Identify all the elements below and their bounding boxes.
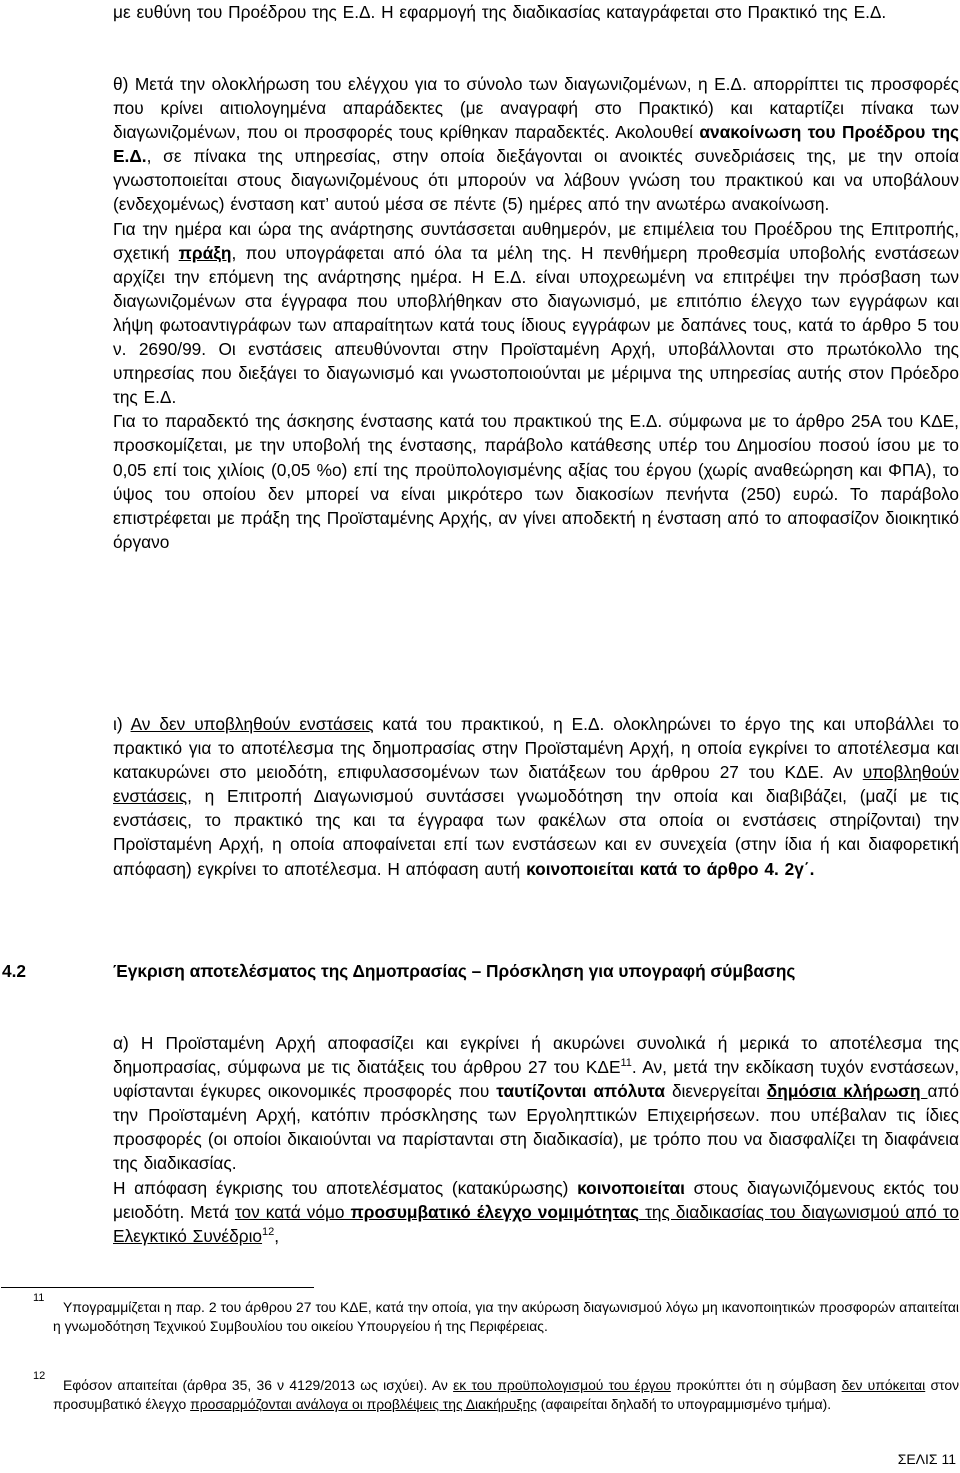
paragraph-text: α) Η Προϊσταμένη Αρχή αποφασίζει και εγκρίνει ή ακυρώνει συνολικά ή μερικά το αποτέλεσμα της δημοπρασίας, σύμφωνα με τις διατάξεις του άρθρου 27 του ΚΔΕ$^{11}$. Αν, μετά την εκδίκαση τυχόν ενστάσεων, υφίστανται έγκυρες οικονομικές προσφορές που ταυτίζονται απόλυτα διενεργείται δημόσια κλήρωση από την Προϊσταμένη Αρχή, κατόπιν πρόσκλησης των Εργοληπτικών Επιχειρήσεων. που υπέβαλαν τις ίδιες προσφορές (οι οποίοι δικαιούνται να παρίστανται στη διαδικασία), με τρόπο που να διασφαλίζει τη διαφάνεια της διαδικασίας. [113, 1033, 959, 1174]
section-heading [2, 959, 959, 984]
underline-text: της διαδικασίας του διαγωνισμού από το Ελεγκτικό Συνέδριο [113, 1201, 959, 1246]
paragraph-theta [113, 72, 959, 554]
bold-underline-text: προσυμβατικό έλεγχο νομιμότητας [350, 1201, 640, 1222]
footnote-11 [53, 1298, 959, 1337]
bold-underline-text: πράξη [178, 242, 232, 263]
footnote-number: 11 [33, 1292, 45, 1304]
footnote-12: Εφόσον απαιτείται (άρθρα 35, 36 ν 4129/2013 ως ισχύει). Αν εκ του προϋπολογισμού του έργου προκύπτει ότι η σύμβαση δεν υπόκειται στον προσυμβατικό έλεγχο προσαρμόζονται ανάλογα οι προβλέψεις της Διακήρυξης (αφαιρείται δηλαδή το υπογραμμισμένο τμήμα). [53, 1377, 960, 1413]
footnote-ref[interactable]: 11 [620, 1057, 632, 1070]
paragraph-text: θ) Μετά την ολοκλήρωση του ελέγχου για το σύνολο των διαγωνιζομένων, η Ε.Δ. απορρίπτει τις προσφορές που κρίνει αιτιολογημένα απαράδεκτες (με αναγραφή στο Πρακτικό) και καταρτίζει πίνακα των διαγωνιζομένων, που οι προσφορές τους κρίθηκαν παραδεκτές. Ακολουθεί ανακοίνωση του Προέδρου της Ε.Δ., σε πίνακα της υπηρεσίας, στην οποία διεξάγονται οι ανοικτές συνεδριάσεις της, με την οποία γνωστοποιείται στους διαγωνιζομένους ότι μπορούν να λάβουν γνώση του πρακτικού και να υποβάλουν (ενδεχομένως) ένσταση κατ’ αυτού μέσα σε πέντε (5) ημέρες από την ανωτέρω ανακοίνωση. [113, 74, 959, 215]
underline-text: υποβληθούν ενστάσεις [113, 762, 959, 807]
footnote-separator [1, 1287, 314, 1288]
page-number: ΣΕΛΙΣ 11 [897, 1451, 956, 1467]
paragraph-alpha [113, 1031, 959, 1248]
paragraph-text: Για το παραδεκτό της άσκησης ένστασης κατά του πρακτικού της Ε.Δ. σύμφωνα με το άρθρο 25Α του ΚΔΕ, προσκομίζεται, με την υποβολή της ένστασης, παράβολο κατάθεσης υπέρ του Δημοσίου ποσού ίσου με το 0,05 επί τοις χιλίοις (0,05 %ο) επί της προϋπολογισμένης αξίας του έργου (χωρίς αναθεώρηση και ΦΠΑ), το ύψος του οποίου δεν μπορεί να είναι μικρότερο των διακοσίων πενήντα (250) ευρώ. Το παράβολο επιστρέφεται με πράξη της Προϊσταμένης Αρχής, αν γίνει αποδεκτή η ένσταση από το αποφασίζον διοικητικό όργανο [113, 411, 959, 552]
paragraph-iota [113, 712, 959, 881]
paragraph-text: Για την ημέρα και ώρα της ανάρτησης συντάσσεται αυθημερόν, με επιμέλεια του Προέδρου της Επιτροπής, σχετική πράξη, που υπογράφεται από όλα τα μέλη της. Η πενθήμερη προθεσμία υποβολής ενστάσεων αρχίζει την επόμενη της ανάρτησης ημέρα. Η Ε.Δ. είναι υποχρεωμένη να επιτρέψει την πρόσβαση των διαγωνιζομένων στα έγγραφα που υποβλήθηκαν στο διαγωνισμό, με επιτόπιο έλεγχο των εγγράφων και λήψη φωτοαντιγράφων των απαραίτητων κατά τους ίδιους εγγράφων με δαπάνες τους, κατά το άρθρο 5 του ν. 2690/99. Οι ενστάσεις απευθύνονται στην Προϊσταμένη Αρχή, υποβάλλονται στο πρωτόκολλο της υπηρεσίας που διεξάγει το διαγωνισμό και γνωστοποιούνται με μέριμνα της υπηρεσίας αυτής στον Πρόεδρο της Ε.Δ. [113, 218, 959, 408]
underline-text: προσαρμόζονται ανάλογα οι προβλέψεις της Διακήρυξης [190, 1396, 537, 1413]
underline-text: τον κατά νόμο [234, 1201, 351, 1222]
bold-underline-text: δημόσια κλήρωση [766, 1081, 928, 1102]
bold-text: ταυτίζονται απόλυτα [496, 1081, 666, 1102]
paragraph-text: ι) Αν δεν υποβληθούν ενστάσεις κατά του πρακτικού, η Ε.Δ. ολοκληρώνει το έργο της και υποβάλλει το πρακτικό για το αποτέλεσμα της δημοπρασίας στην Προϊσταμένη Αρχή, η οποία εγκρίνει το αποτέλεσμα και κατακυρώνει στο μειοδότη, επιφυλασσομένων των διατάξεων του άρθρου 27 του ΚΔΕ. Αν υποβληθούν ενστάσεις, η Επιτροπή Διαγωνισμού συντάσσει γνωμοδότηση την οποία και διαβιβάζει, (μαζί με τις ενστάσεις, το πρακτικό της και τα έγγραφα των φακέλων στα οποία οι ενστάσεις στηρίζονται) την Προϊσταμένη Αρχή, η οποία αποφαίνεται επί των ενστάσεων και εν συνεχεία (στην ίδια ή και διαφορετική απόφαση) εγκρίνει το αποτέλεσμα. Η απόφαση αυτή κοινοποιείται κατά το άρθρο 4. 2γ΄. [113, 714, 960, 879]
footnote-text: Υπογραμμίζεται η παρ. 2 του άρθρου 27 του ΚΔΕ, κατά την οποία, για την ακύρωση διαγωνισμού λόγω μη ικανοποιητικών προσφορών απαιτείται η γνωμοδότηση Τεχνικού Συμβουλίου του οικείου Υπουργείου ή της Περιφέρειας. [53, 1299, 959, 1335]
section-number: 4.2 [2, 961, 27, 981]
paragraph-text: Η απόφαση έγκρισης του αποτελέσματος (κατακύρωσης) κοινοποιείται στους διαγωνιζόμενους εκτός του μειοδότη. Μετά τον κατά νόμο προσυμβατικό έλεγχο νομιμότητας της διαδικασίας του διαγωνισμού από το Ελεγκτικό Συνέδριο$^{12}$, [113, 1177, 959, 1246]
footnote-number: 12 [33, 1370, 46, 1382]
underline-text: δεν υπόκειται [841, 1377, 926, 1393]
underline-text: Αν δεν υποβληθούν ενστάσεις [130, 714, 374, 734]
bold-text: ανακοίνωση του Προέδρου της Ε.Δ. [113, 122, 959, 167]
section-title: Έγκριση αποτελέσματος της Δημοπρασίας – Πρόσκληση για υπογραφή σύμβασης [113, 961, 796, 981]
underline-text: εκ του προϋπολογισμού του έργου [453, 1377, 671, 1393]
footnote-ref[interactable]: 12 [262, 1225, 275, 1238]
paragraph-continuation [113, 0, 959, 24]
bold-text: κοινοποιείται κατά το άρθρο 4. 2γ΄. [526, 858, 815, 879]
paragraph-text: με ευθύνη του Προέδρου της Ε.Δ. Η εφαρμογή της διαδικασίας καταγράφεται στο Πρακτικό της Ε.Δ. [113, 2, 887, 22]
bold-text: κοινοποιείται [577, 1177, 685, 1198]
